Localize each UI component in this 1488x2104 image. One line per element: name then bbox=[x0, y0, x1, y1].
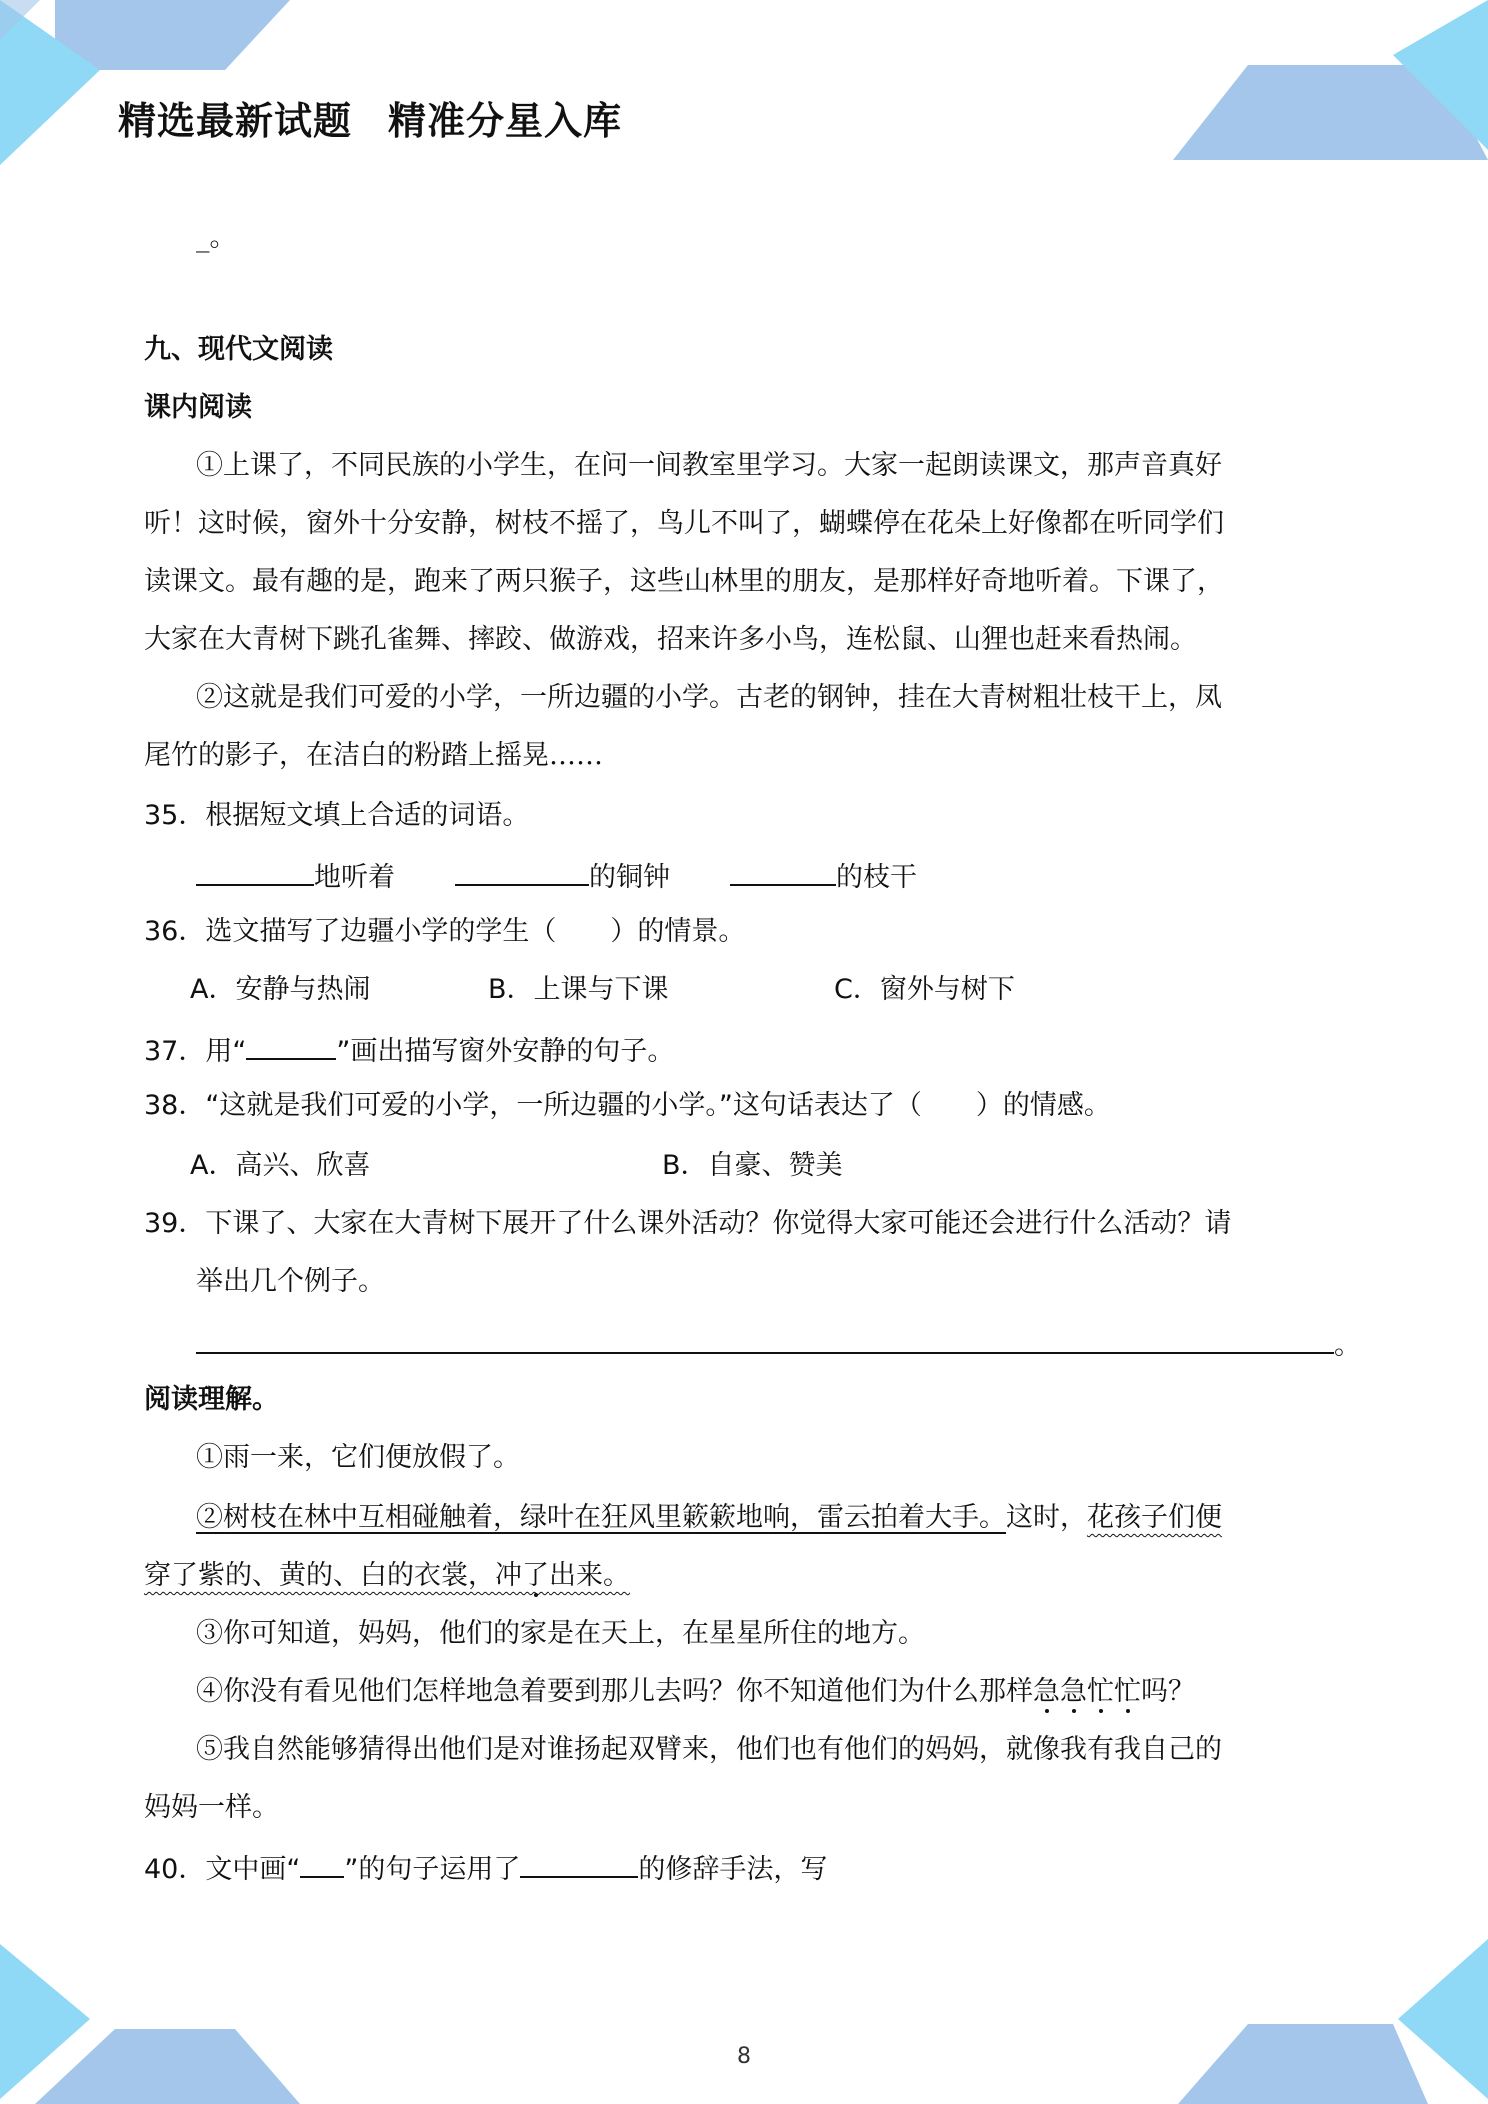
dotted-character: 忙 bbox=[1114, 1676, 1141, 1707]
dotted-character: 急 bbox=[1033, 1676, 1060, 1707]
bottom-right-decoration bbox=[1148, 1924, 1488, 2104]
reading-paragraph-3: ③你可知道，妈妈，他们的家是在天上，在星星所住的地方。 bbox=[196, 1618, 925, 1649]
page-number: 8 bbox=[737, 2044, 751, 2069]
underlined-wavy-text: 出来。 bbox=[549, 1560, 630, 1591]
reading-paragraph-5: ⑤我自然能够猜得出他们是对谁扬起双臂来，他们也有他们的妈妈，就像我有我自己的 bbox=[196, 1734, 1222, 1765]
answer-blank[interactable] bbox=[730, 854, 836, 886]
question-39: 39．下课了、大家在大青树下展开了什么课外活动？你觉得大家可能还会进行什么活动？请 bbox=[144, 1208, 1232, 1239]
passage2-line: ②这就是我们可爱的小学，一所边疆的小学。古老的钢钟，挂在大青树粗壮枝干上，凤 bbox=[196, 682, 1222, 713]
question-36: 36．选文描写了边疆小学的学生（ ）的情景。 bbox=[144, 916, 746, 947]
passage1-line: 读课文。最有趣的是，跑来了两只猴子，这些山林里的朋友，是那样好奇地听着。下课了， bbox=[144, 566, 1224, 597]
top-right-decoration bbox=[1148, 0, 1488, 170]
subheading-reading-comprehension: 阅读理解。 bbox=[144, 1384, 279, 1415]
question-35: 35．根据短文填上合适的词语。 bbox=[144, 800, 530, 831]
q36-option-c[interactable]: C．窗外与树下 bbox=[834, 974, 1015, 1005]
header-title-left: 精选最新试题 bbox=[118, 99, 353, 143]
q40-text-mid: ”的句子运用了 bbox=[344, 1854, 521, 1885]
passage1-line: ①上课了，不同民族的小学生，在问一间教室里学习。大家一起朗读课文，那声音真好 bbox=[196, 450, 1222, 481]
plain-text: 这时， bbox=[1006, 1502, 1087, 1533]
subheading-in-class-reading: 课内阅读 bbox=[144, 392, 252, 423]
reading-paragraph-1: ①雨一来，它们便放假了。 bbox=[196, 1442, 520, 1473]
plain-text: 吗？ bbox=[1141, 1676, 1195, 1707]
answer-blank[interactable] bbox=[196, 854, 314, 886]
bottom-left-decoration bbox=[0, 1924, 320, 2104]
section-heading: 九、现代文阅读 bbox=[144, 334, 333, 365]
q36-option-a[interactable]: A．安静与热闹 bbox=[190, 974, 371, 1005]
plain-text: ④你没有看见他们怎样地急着要到那儿去吗？你不知道他们为什么那样 bbox=[196, 1676, 1033, 1707]
question-40 bbox=[144, 1846, 827, 1886]
passage1-line: 听！这时候，窗外十分安静，树枝不摇了，鸟儿不叫了，蝴蝶停在花朵上好像都在听同学们 bbox=[144, 508, 1224, 539]
answer-blank[interactable] bbox=[455, 854, 589, 886]
underline-marker bbox=[246, 1028, 336, 1060]
q39-end-mark: 。 bbox=[1334, 1330, 1361, 1361]
q35-item-a: 地听着 bbox=[314, 862, 395, 893]
q40-text-post: 的修辞手法，写 bbox=[638, 1854, 828, 1885]
q39-answer-line bbox=[196, 1322, 1361, 1362]
q38-option-a[interactable]: A．高兴、欣喜 bbox=[190, 1150, 371, 1181]
underlined-wavy-text: 花孩子们便 bbox=[1087, 1502, 1222, 1533]
header-title bbox=[118, 90, 622, 145]
question-38: 38．“这就是我们可爱的小学，一所边疆的小学。”这句话表达了（ ）的情感。 bbox=[144, 1090, 1111, 1121]
q36-option-b[interactable]: B．上课与下课 bbox=[488, 974, 669, 1005]
q40-text-pre: 40．文中画“ bbox=[144, 1854, 301, 1885]
q37-text-pre: 37．用“ bbox=[144, 1036, 247, 1067]
question-37 bbox=[144, 1028, 674, 1068]
q35-item-c: 的枝干 bbox=[836, 862, 917, 893]
underline-marker bbox=[300, 1846, 344, 1878]
answer-blank[interactable] bbox=[520, 1846, 638, 1878]
reading-paragraph-2-cont bbox=[144, 1556, 630, 1596]
continuation-line: _。 bbox=[196, 222, 237, 253]
underlined-wavy-text: 穿了紫的、黄的、白的衣裳，冲 bbox=[144, 1560, 522, 1591]
question-39-cont: 举出几个例子。 bbox=[196, 1266, 385, 1297]
q38-option-b[interactable]: B．自豪、赞美 bbox=[662, 1150, 843, 1181]
question-35-blanks bbox=[196, 854, 917, 894]
reading-paragraph-5-cont: 妈妈一样。 bbox=[144, 1792, 279, 1823]
reading-paragraph-4 bbox=[196, 1672, 1195, 1712]
underlined-solid-text: ②树枝在林中互相碰触着，绿叶在狂风里簌簌地响，雷云拍着大手。 bbox=[196, 1502, 1006, 1533]
q37-text-post: ”画出描写窗外安静的句子。 bbox=[336, 1036, 675, 1067]
header-title-right: 精准分星入库 bbox=[388, 99, 623, 143]
q35-item-b: 的铜钟 bbox=[589, 862, 670, 893]
passage1-line: 大家在大青树下跳孔雀舞、摔跤、做游戏，招来许多小鸟，连松鼠、山狸也赶来看热闹。 bbox=[144, 624, 1197, 655]
passage2-line: 尾竹的影子，在洁白的粉踏上摇晃…… bbox=[144, 740, 603, 771]
answer-line[interactable] bbox=[196, 1322, 1334, 1354]
dotted-character: 了 bbox=[522, 1560, 549, 1591]
dotted-character: 忙 bbox=[1087, 1676, 1114, 1707]
dotted-character: 急 bbox=[1060, 1676, 1087, 1707]
reading-paragraph-2 bbox=[196, 1498, 1222, 1538]
